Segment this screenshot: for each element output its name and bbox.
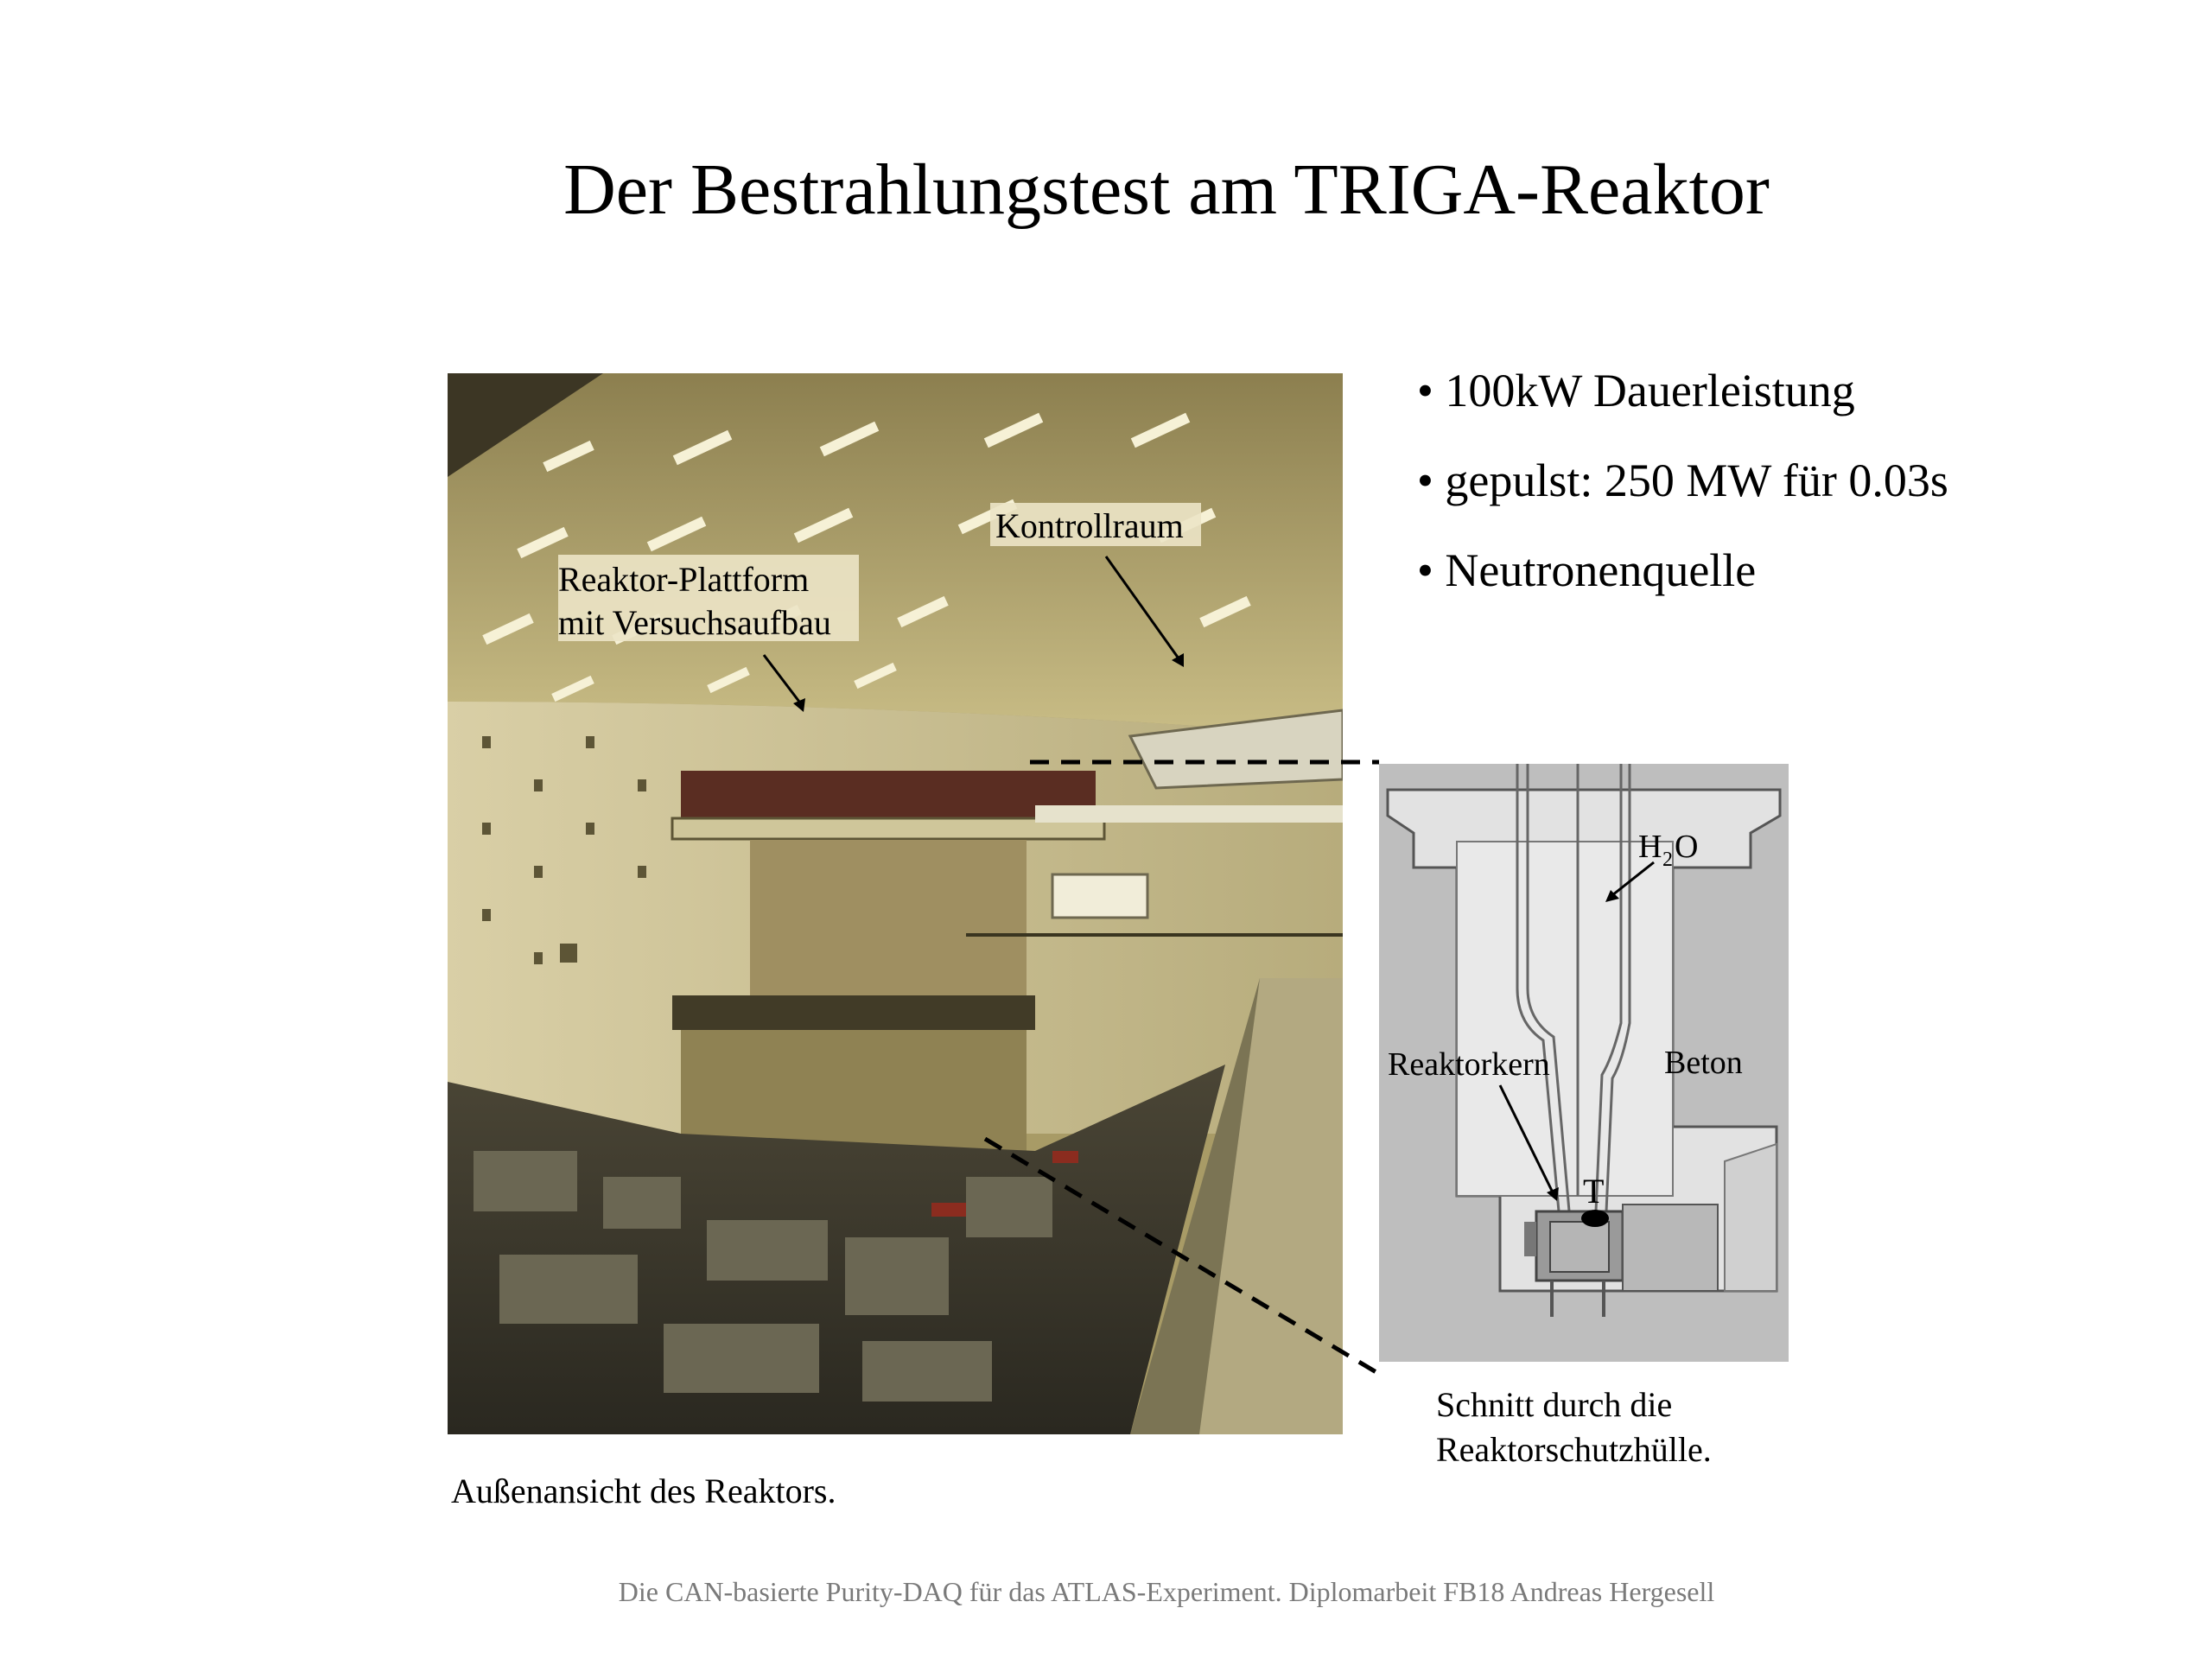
photo-caption: Außenansicht des Reaktors. bbox=[451, 1471, 836, 1510]
bullet-item: • gepulst: 250 MW für 0.03s bbox=[1417, 454, 1948, 506]
footer-text: Die CAN-basierte Purity-DAQ für das ATLAS-Experiment. Diplomarbeit FB18 Andreas Hergesell bbox=[618, 1576, 1715, 1607]
bullet-item: • Neutronenquelle bbox=[1417, 544, 1757, 596]
label-concrete: Beton bbox=[1664, 1045, 1743, 1081]
reactor-hall-photo bbox=[448, 373, 1343, 1434]
label-reactor-platform: Reaktor-Plattform bbox=[558, 560, 810, 599]
label-water-h: H bbox=[1638, 829, 1662, 865]
label-control-room: Kontrollraum bbox=[995, 506, 1184, 545]
bullet-item: • 100kW Dauerleistung bbox=[1417, 365, 1855, 416]
label-water-subscript: 2 bbox=[1662, 849, 1673, 871]
label-reactor-core: Reaktorkern bbox=[1388, 1046, 1550, 1083]
cross-section-caption-line2: Reaktorschutzhülle. bbox=[1436, 1430, 1712, 1469]
label-reactor-platform-sub: mit Versuchsaufbau bbox=[558, 603, 831, 642]
label-water-o: O bbox=[1675, 829, 1699, 865]
reactor-cross-section bbox=[1379, 764, 1789, 1362]
label-t: T bbox=[1583, 1172, 1605, 1211]
cross-section-caption-line1: Schnitt durch die bbox=[1436, 1385, 1673, 1424]
slide-title: Der Bestrahlungstest am TRIGA-Reaktor bbox=[563, 149, 1770, 230]
